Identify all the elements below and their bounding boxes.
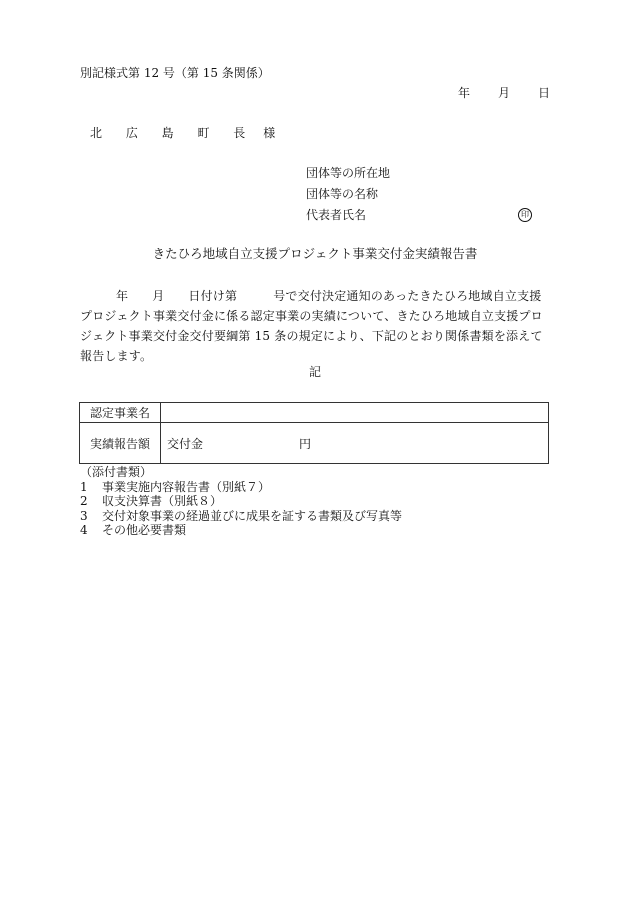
date-day-label: 日 (538, 86, 551, 100)
body-month: 月 (152, 289, 165, 303)
list-item (80, 481, 402, 496)
date-year-label: 年 (458, 86, 471, 100)
attachments-list (80, 466, 402, 539)
table-row (80, 423, 549, 464)
recipient-honorific: 様 (263, 126, 286, 140)
date-line (458, 87, 550, 99)
organization-name-label: 団体等の名称 (306, 187, 379, 201)
item-text: 交付対象事業の経過並びに成果を証する書類及び写真等 (102, 508, 403, 523)
form-number: 別記様式第 12 号（第 15 条関係） (80, 66, 270, 80)
report-table (79, 402, 549, 464)
list-item (80, 495, 402, 510)
body-number-suffix: 号で交付決定通知のあったきたひろ地域自立支援プロジェクト事業交付金に係る認定事業の実績について、きたひろ地域自立支援プロジェクト事業交付金交付要綱第 15 条の規定により、下記のとおり関係書類を添えて報告します。 (80, 289, 543, 363)
body-year: 年 (116, 289, 129, 303)
seal-mark: 印 (518, 208, 532, 222)
body-date-suffix: 日付け第 (188, 289, 238, 303)
project-name-cell (161, 403, 549, 423)
recipient-name: 北 広 島 町 長 (90, 126, 256, 140)
item-text: 収支決算書（別紙８） (102, 494, 223, 508)
document-title: きたひろ地域自立支援プロジェクト事業交付金実績報告書 (152, 246, 478, 261)
applicant-block (306, 167, 546, 230)
date-month-label: 月 (498, 86, 511, 100)
item-text: その他必要書類 (102, 523, 187, 537)
item-number: 3 (80, 508, 88, 523)
attachments-heading: （添付書類） (80, 465, 153, 479)
report-amount-cell (161, 423, 549, 464)
list-item (80, 524, 402, 539)
recipient (90, 127, 285, 139)
body-paragraph (80, 286, 550, 366)
list-item (80, 510, 402, 525)
address-label: 団体等の所在地 (306, 166, 391, 180)
report-amount-label: 実績報告額 (80, 423, 161, 464)
table-row (80, 403, 549, 423)
item-text: 事業実施内容報告書（別紙７） (102, 479, 271, 494)
amount-prefix: 交付金 (167, 436, 204, 451)
item-number: 1 (80, 479, 88, 494)
representative-label: 代表者氏名 (306, 208, 367, 222)
project-name-label: 認定事業名 (80, 403, 161, 423)
item-number: 4 (80, 523, 88, 537)
ki-heading: 記 (308, 365, 321, 379)
amount-unit: 円 (299, 436, 312, 451)
item-number: 2 (80, 494, 88, 508)
